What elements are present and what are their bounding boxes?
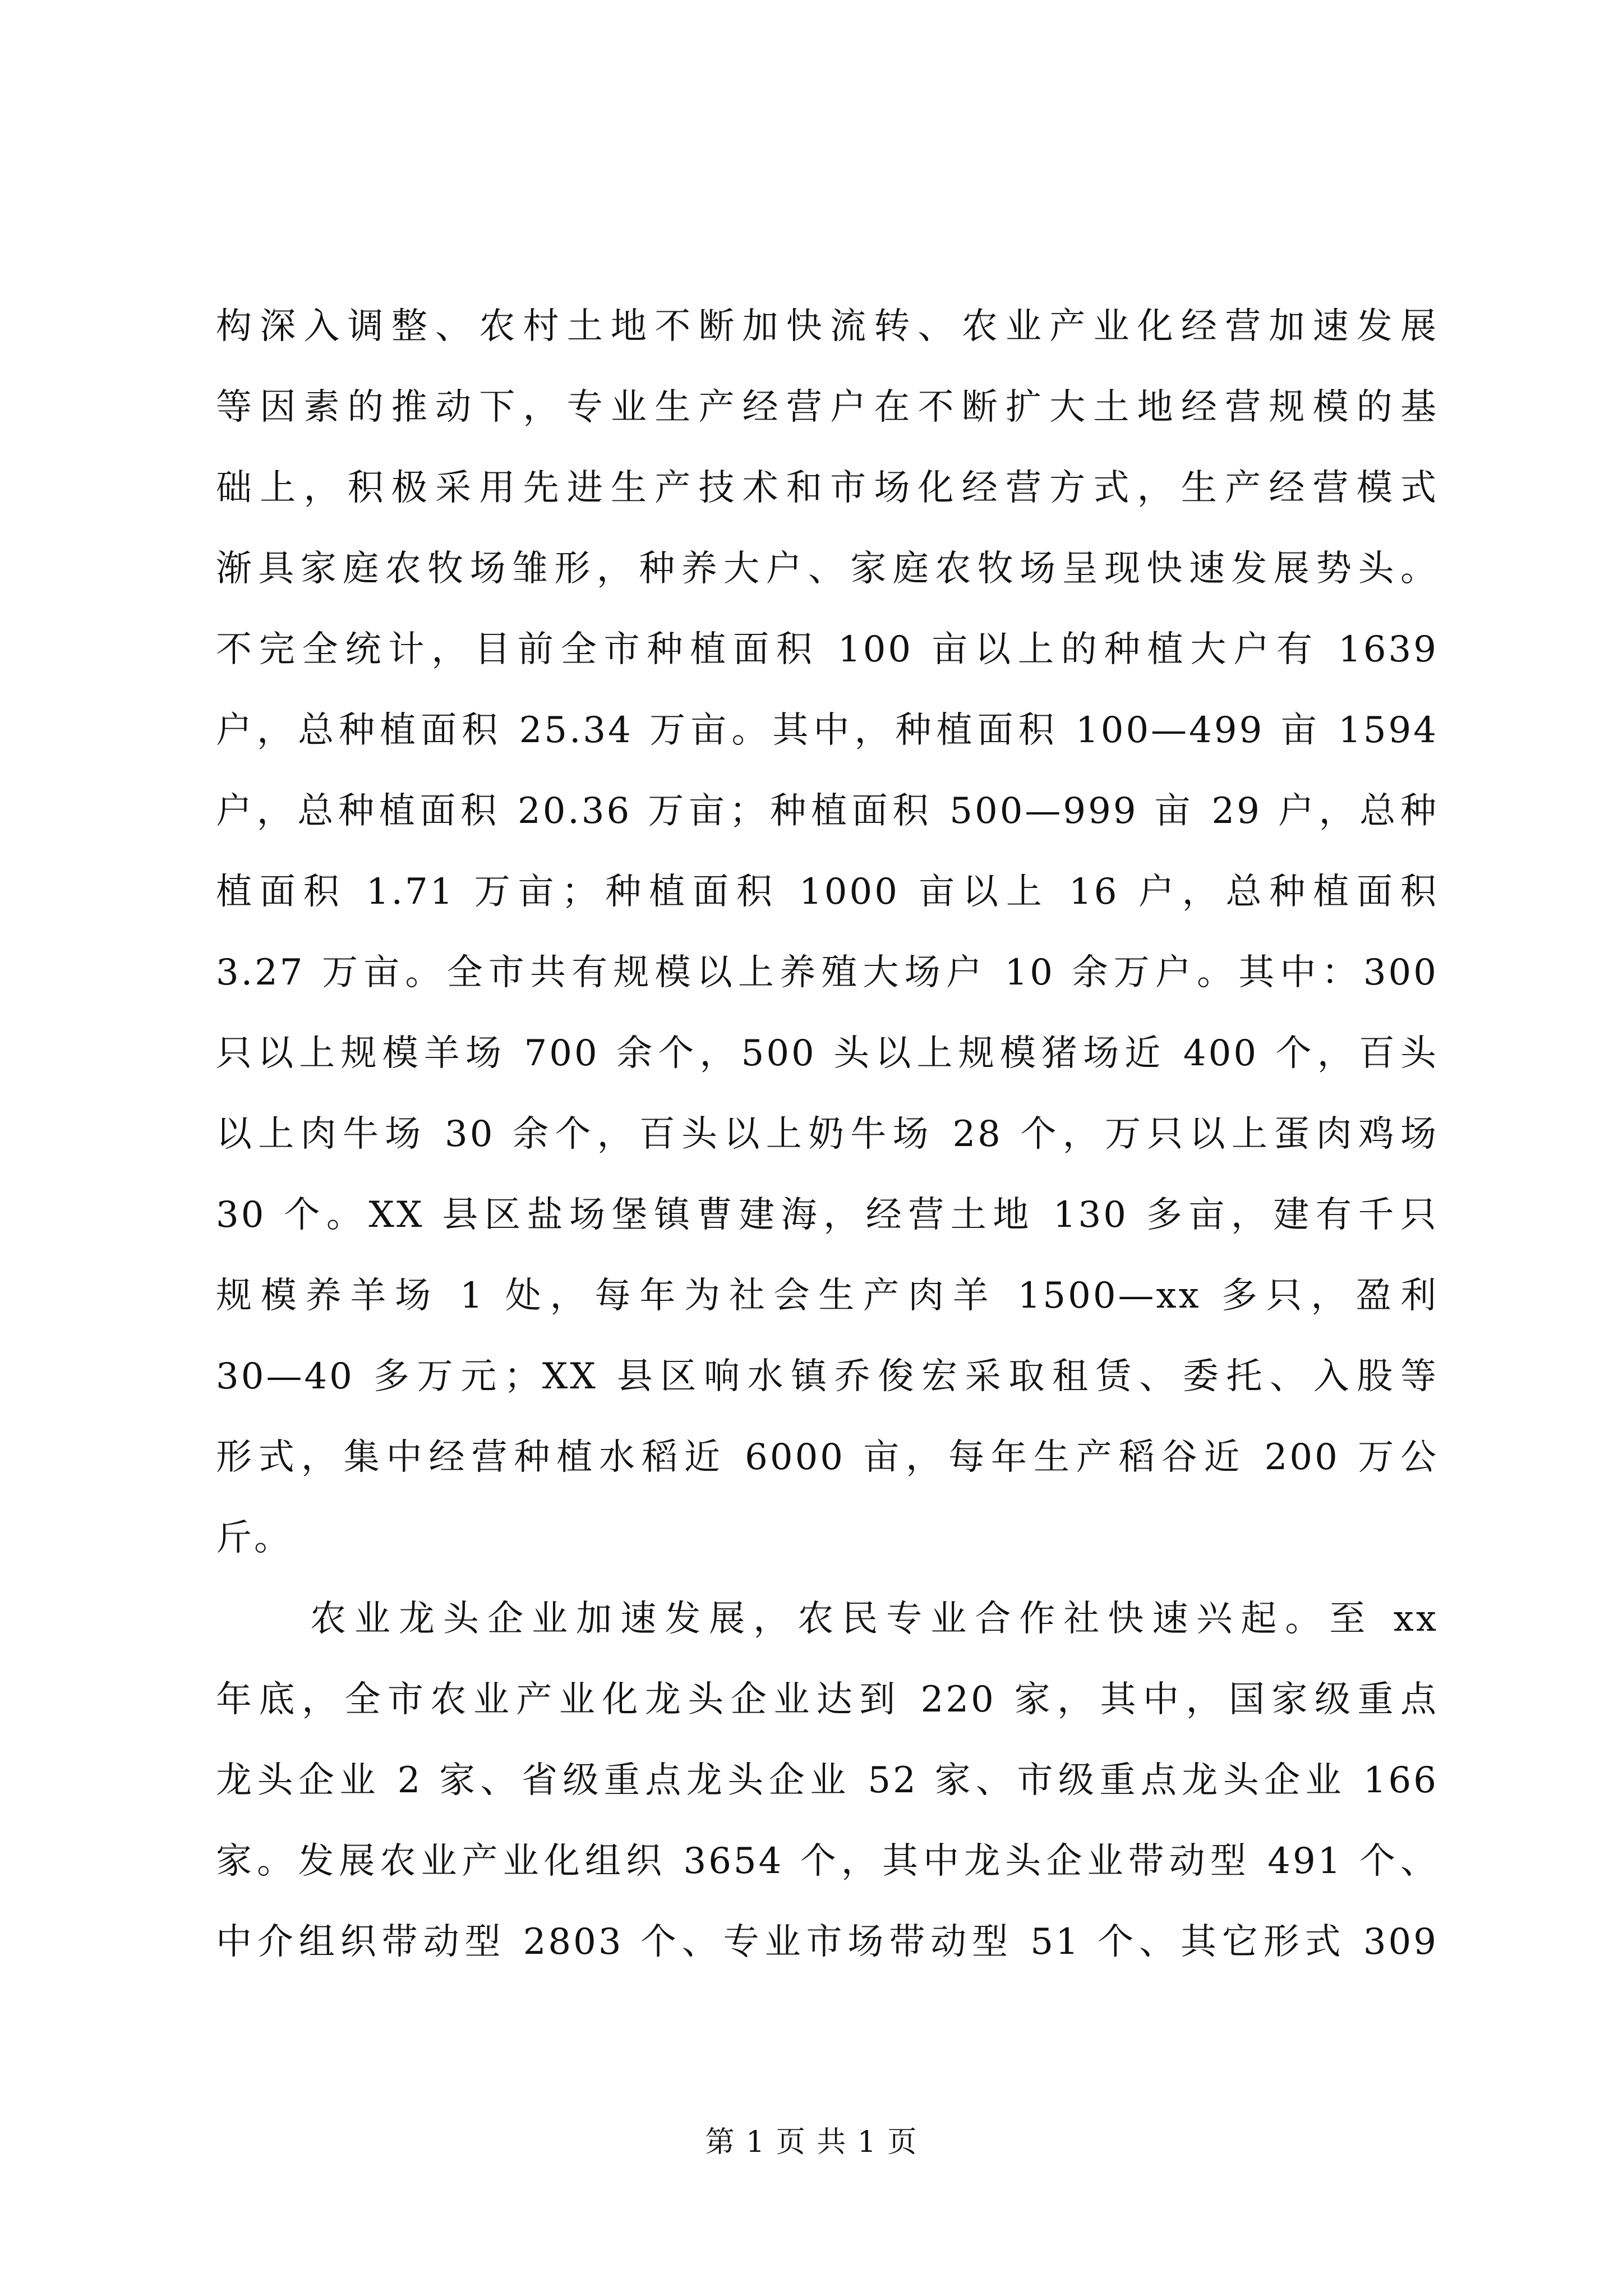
paragraph-1-line: 30 个。XX 县区盐场堡镇曹建海，经营土地 130 多亩，建有千只 bbox=[216, 1194, 1438, 1236]
document-body bbox=[216, 286, 1438, 1982]
paragraph-1-line: 构深入调整、农村土地不断加快流转、农业产业化经营加速发展 bbox=[216, 306, 1438, 347]
paragraph-1-last-line: 斤。 bbox=[216, 1517, 292, 1559]
paragraph-1-line: 不完全统计，目前全市种植面积 100 亩以上的种植大户有 1639 bbox=[216, 629, 1438, 670]
paragraph-1-line: 形式，集中经营种植水稻近 6000 亩，每年生产稻谷近 200 万公 bbox=[216, 1437, 1438, 1478]
paragraph-1-line: 以上肉牛场 30 余个，百头以上奶牛场 28 个，万只以上蛋肉鸡场 bbox=[216, 1114, 1438, 1155]
paragraph-1-line: 只以上规模羊场 700 余个，500 头以上规模猪场近 400 个，百头 bbox=[216, 1033, 1438, 1074]
paragraph-1-line: 户，总种植面积 25.34 万亩。其中，种植面积 100—499 亩 1594 bbox=[216, 710, 1438, 751]
paragraph-2-first-line: 农业龙头企业加速发展，农民专业合作社快速兴起。至 xx bbox=[310, 1598, 1438, 1640]
paragraph-1-line: 渐具家庭农牧场雏形，种养大户、家庭农牧场呈现快速发展势头。 bbox=[216, 548, 1438, 590]
paragraph-1-line: 户，总种植面积 20.36 万亩；种植面积 500—999 亩 29 户，总种 bbox=[216, 790, 1438, 832]
paragraph-1-line: 30—40 多万元；XX 县区响水镇乔俊宏采取租赁、委托、入股等 bbox=[216, 1356, 1438, 1397]
paragraph-2-line: 龙头企业 2 家、省级重点龙头企业 52 家、市级重点龙头企业 166 bbox=[216, 1760, 1438, 1801]
paragraph-1-line: 规模养羊场 1 处，每年为社会生产肉羊 1500—xx 多只，盈利 bbox=[216, 1275, 1438, 1317]
paragraph-1-line: 等因素的推动下，专业生产经营户在不断扩大土地经营规模的基 bbox=[216, 386, 1438, 428]
paragraph-1-line: 础上，积极采用先进生产技术和市场化经营方式，生产经营模式 bbox=[216, 467, 1438, 509]
paragraph-2-line: 年底，全市农业产业化龙头企业达到 220 家，其中，国家级重点 bbox=[216, 1679, 1438, 1720]
paragraph-1-line: 3.27 万亩。全市共有规模以上养殖大场户 10 余万户。其中：300 bbox=[216, 952, 1438, 993]
paragraph-2-line: 家。发展农业产业化组织 3654 个，其中龙头企业带动型 491 个、 bbox=[216, 1841, 1438, 1882]
paragraph-1-line: 植面积 1.71 万亩；种植面积 1000 亩以上 16 户，总种植面积 bbox=[216, 871, 1438, 913]
page-footer: 第 1 页 共 1 页 bbox=[705, 2125, 918, 2159]
paragraph-2-line: 中介组织带动型 2803 个、专业市场带动型 51 个、其它形式 309 bbox=[216, 1921, 1438, 1963]
